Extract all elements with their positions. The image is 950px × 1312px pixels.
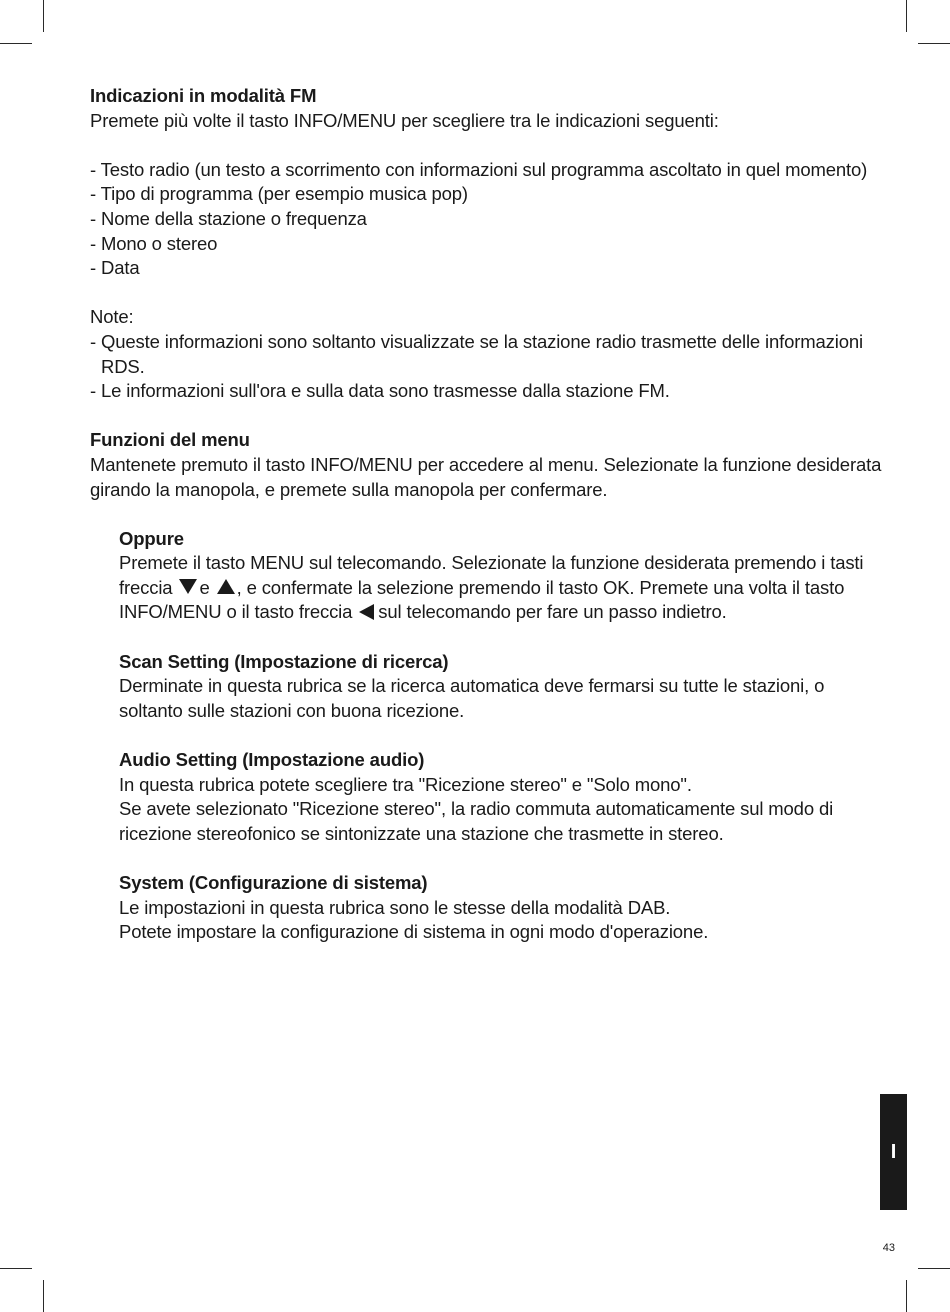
crop-mark — [43, 0, 44, 32]
system-heading: System (Configurazione di sistema) — [119, 872, 428, 893]
scan-setting-text: soltanto sulle stazioni con buona ricezione. — [119, 699, 465, 721]
oppure-text: Premete il tasto MENU sul telecomando. Selezionate la funzione desiderata premendo i tasti — [119, 552, 864, 574]
menu-text: girando la manopola, e premete sulla manopola per confermare. — [90, 478, 608, 500]
oppure-text: freccia — [119, 576, 173, 598]
oppure-text: sul telecomando per fare un passo indietro. — [378, 601, 727, 623]
crop-mark — [906, 0, 907, 32]
oppure-text-line2 — [119, 576, 880, 601]
note-item: - Queste informazioni sono soltanto visualizzate se la stazione radio trasmette delle informazioni RDS. — [90, 330, 863, 377]
document-body — [90, 84, 880, 945]
list-item: - Mono o stereo — [90, 232, 218, 254]
menu-text: Mantenete premuto il tasto INFO/MENU per accedere al menu. Selezionate la funzione desiderata — [90, 453, 882, 475]
note-item: - Le informazioni sull'ora e sulla data sono trasmesse dalla stazione FM. — [90, 380, 670, 402]
crop-mark — [0, 43, 32, 44]
fm-heading: Indicazioni in modalità FM — [90, 85, 317, 106]
page-number: 43 — [882, 1242, 895, 1254]
oppure-text: e — [199, 576, 210, 598]
crop-mark — [918, 1268, 950, 1269]
audio-setting-text: Se avete selezionato "Ricezione stereo", la radio commuta automaticamente sul modo di — [119, 798, 834, 820]
crop-mark — [918, 43, 950, 44]
oppure-text: , e confermate la selezione premendo il tasto OK. Premete una volta il tasto — [236, 576, 845, 598]
arrow-up-icon — [217, 579, 235, 594]
crop-mark — [0, 1268, 32, 1269]
audio-setting-text: ricezione stereofonico se sintonizzate una stazione che trasmette in stereo. — [119, 822, 724, 844]
audio-setting-text: In questa rubrica potete scegliere tra "Ricezione stereo" e "Solo mono". — [119, 773, 692, 795]
list-item: - Nome della stazione o frequenza — [90, 207, 367, 229]
arrow-left-icon — [359, 604, 374, 620]
oppure-section — [90, 527, 880, 945]
system-text: Le impostazioni in questa rubrica sono le stesse della modalità DAB. — [119, 896, 671, 918]
crop-mark — [43, 1280, 44, 1312]
crop-mark — [906, 1280, 907, 1312]
list-item: - Data — [90, 257, 140, 279]
list-item: - Testo radio (un testo a scorrimento con informazioni sul programma ascoltato in quel momento) — [90, 158, 868, 180]
fm-intro: Premete più volte il tasto INFO/MENU per scegliere tra le indicazioni seguenti: — [90, 109, 719, 131]
scan-setting-text: Derminate in questa rubrica se la ricerca automatica deve fermarsi su tutte le stazioni, o — [119, 675, 825, 697]
scan-setting-heading: Scan Setting (Impostazione di ricerca) — [119, 650, 449, 672]
arrow-down-icon — [179, 579, 197, 594]
language-tab — [880, 1094, 907, 1210]
oppure-text: INFO/MENU o il tasto freccia — [119, 601, 353, 623]
oppure-text-line3 — [119, 600, 880, 625]
list-item: - Tipo di programma (per esempio musica pop) — [90, 183, 468, 205]
oppure-heading: Oppure — [119, 527, 184, 549]
language-tab-label: I — [890, 1140, 897, 1163]
system-text: Potete impostare la configurazione di sistema in ogni modo d'operazione. — [119, 921, 709, 943]
notes-label: Note: — [90, 306, 134, 328]
audio-setting-heading: Audio Setting (Impostazione audio) — [119, 749, 425, 771]
menu-heading: Funzioni del menu — [90, 429, 250, 451]
